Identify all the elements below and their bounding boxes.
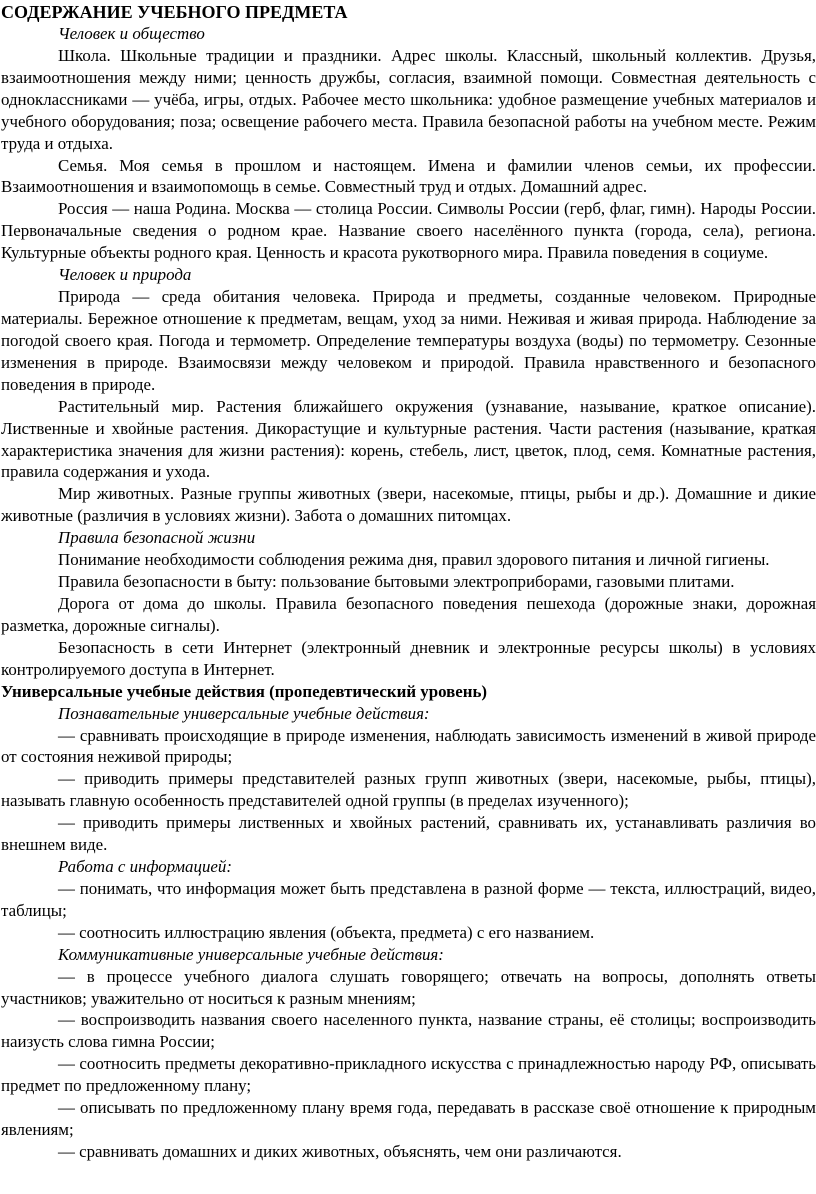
italic-subheading: Правила безопасной жизни	[58, 528, 256, 548]
paragraph: — понимать, что информация может быть представлена в разной форме — текста, иллюстраций, видео, таблицы;	[1, 878, 816, 920]
paragraph: Мир животных. Разные группы животных (звери, насекомые, птицы, рыбы и др.). Домашние и дикие животные (различия в условиях жизни). Забота о домашних питомцах.	[1, 484, 816, 526]
paragraph: — соотносить иллюстрацию явления (объекта, предмета) с его названием.	[58, 922, 595, 942]
paragraph: — в процессе учебного диалога слушать говорящего; отвечать на вопросы, дополнять ответы участников; уважительно от носиться к разным мнениям;	[1, 966, 816, 1008]
italic-subheading: Познавательные универсальные учебные действия:	[58, 703, 430, 723]
paragraph: — соотносить предметы декоративно-прикладного искусства с принадлежностью народу РФ, описывать предмет по предложенному плану;	[1, 1054, 816, 1096]
paragraph: Семья. Моя семья в прошлом и настоящем. Имена и фамилии членов семьи, их профессии. Взаимоотношения и взаимопомощь в семье. Совместный труд и отдых. Домашний адрес.	[1, 155, 816, 197]
document-body	[1, 23, 816, 1163]
paragraph: Природа — среда обитания человека. Природа и предметы, созданные человеком. Природные материалы. Бережное отношение к предметам, вещам, уход за ними. Неживая и живая природа. Наблюдение за погодой своего края. Погода и термометр. Определение температуры воздуха (воды) по термометру. Сезонные изменения в природе. Взаимосвязи между человеком и природой. Правила нравственного и безопасного поведения в природе.	[1, 287, 816, 394]
paragraph: Школа. Школьные традиции и праздники. Адрес школы. Классный, школьный коллектив. Друзья, взаимоотношения между ними; ценность дружбы, согласия, взаимной помощи. Совместная деятельность с одноклассниками — учёба, игры, отдых. Рабочее место школьника: удобное размещение учебных материалов и учебного оборудования; поза; освещение рабочего места. Правила безопасной работы на учебном месте. Режим труда и отдыха.	[1, 45, 816, 153]
paragraph: — приводить примеры лиственных и хвойных растений, сравнивать их, устанавливать различия во внешнем виде.	[1, 813, 816, 855]
italic-subheading: Работа с информацией:	[58, 857, 232, 877]
paragraph: Понимание необходимости соблюдения режима дня, правил здорового питания и личной гигиены.	[58, 550, 770, 570]
paragraph: — сравнивать домашних и диких животных, объяснять, чем они различаются.	[58, 1142, 622, 1162]
paragraph: — воспроизводить названия своего населенного пункта, название страны, её столицы; воспроизводить наизусть слова гимна России;	[1, 1010, 816, 1052]
paragraph: — описывать по предложенному плану время года, передавать в рассказе своё отношение к природным явлениям;	[1, 1098, 816, 1140]
paragraph: Безопасность в сети Интернет (электронный дневник и электронные ресурсы школы) в условиях контролируемого доступа в Интернет.	[1, 637, 816, 679]
paragraph: Россия — наша Родина. Москва — столица России. Символы России (герб, флаг, гимн). Народы России. Первоначальные сведения о родном крае. Название своего населённого пункта (города, села), региона. Культурные объекты родного края. Ценность и красота рукотворного мира. Правила поведения в социуме.	[1, 199, 816, 263]
italic-subheading: Коммуникативные универсальные учебные действия:	[58, 944, 444, 964]
paragraph: Правила безопасности в быту: пользование бытовыми электроприборами, газовыми плитами.	[58, 572, 735, 592]
section-heading: Универсальные учебные действия (пропедевтический уровень)	[1, 681, 488, 701]
italic-subheading: Человек и общество	[58, 24, 205, 43]
paragraph: — приводить примеры представителей разных групп животных (звери, насекомые, рыбы, птицы), называть главную особенность представителей одной группы (в пределах изученного);	[1, 769, 816, 811]
paragraph: Дорога от дома до школы. Правила безопасного поведения пешехода (дорожные знаки, дорожная разметка, дорожные сигналы).	[1, 593, 816, 635]
page-title: СОДЕРЖАНИЕ УЧЕБНОГО ПРЕДМЕТА	[1, 2, 348, 22]
paragraph: Растительный мир. Растения ближайшего окружения (узнавание, называние, краткое описание). Лиственные и хвойные растения. Дикорастущие и культурные растения. Части растения (называние, краткая характеристика значения для жизни растения): корень, стебель, лист, цветок, плод, семя. Комнатные растения, правила содержания и ухода.	[1, 396, 816, 482]
paragraph: — сравнивать происходящие в природе изменения, наблюдать зависимость изменений в живой природе от состояния неживой природы;	[1, 725, 816, 767]
italic-subheading: Человек и природа	[58, 265, 192, 285]
